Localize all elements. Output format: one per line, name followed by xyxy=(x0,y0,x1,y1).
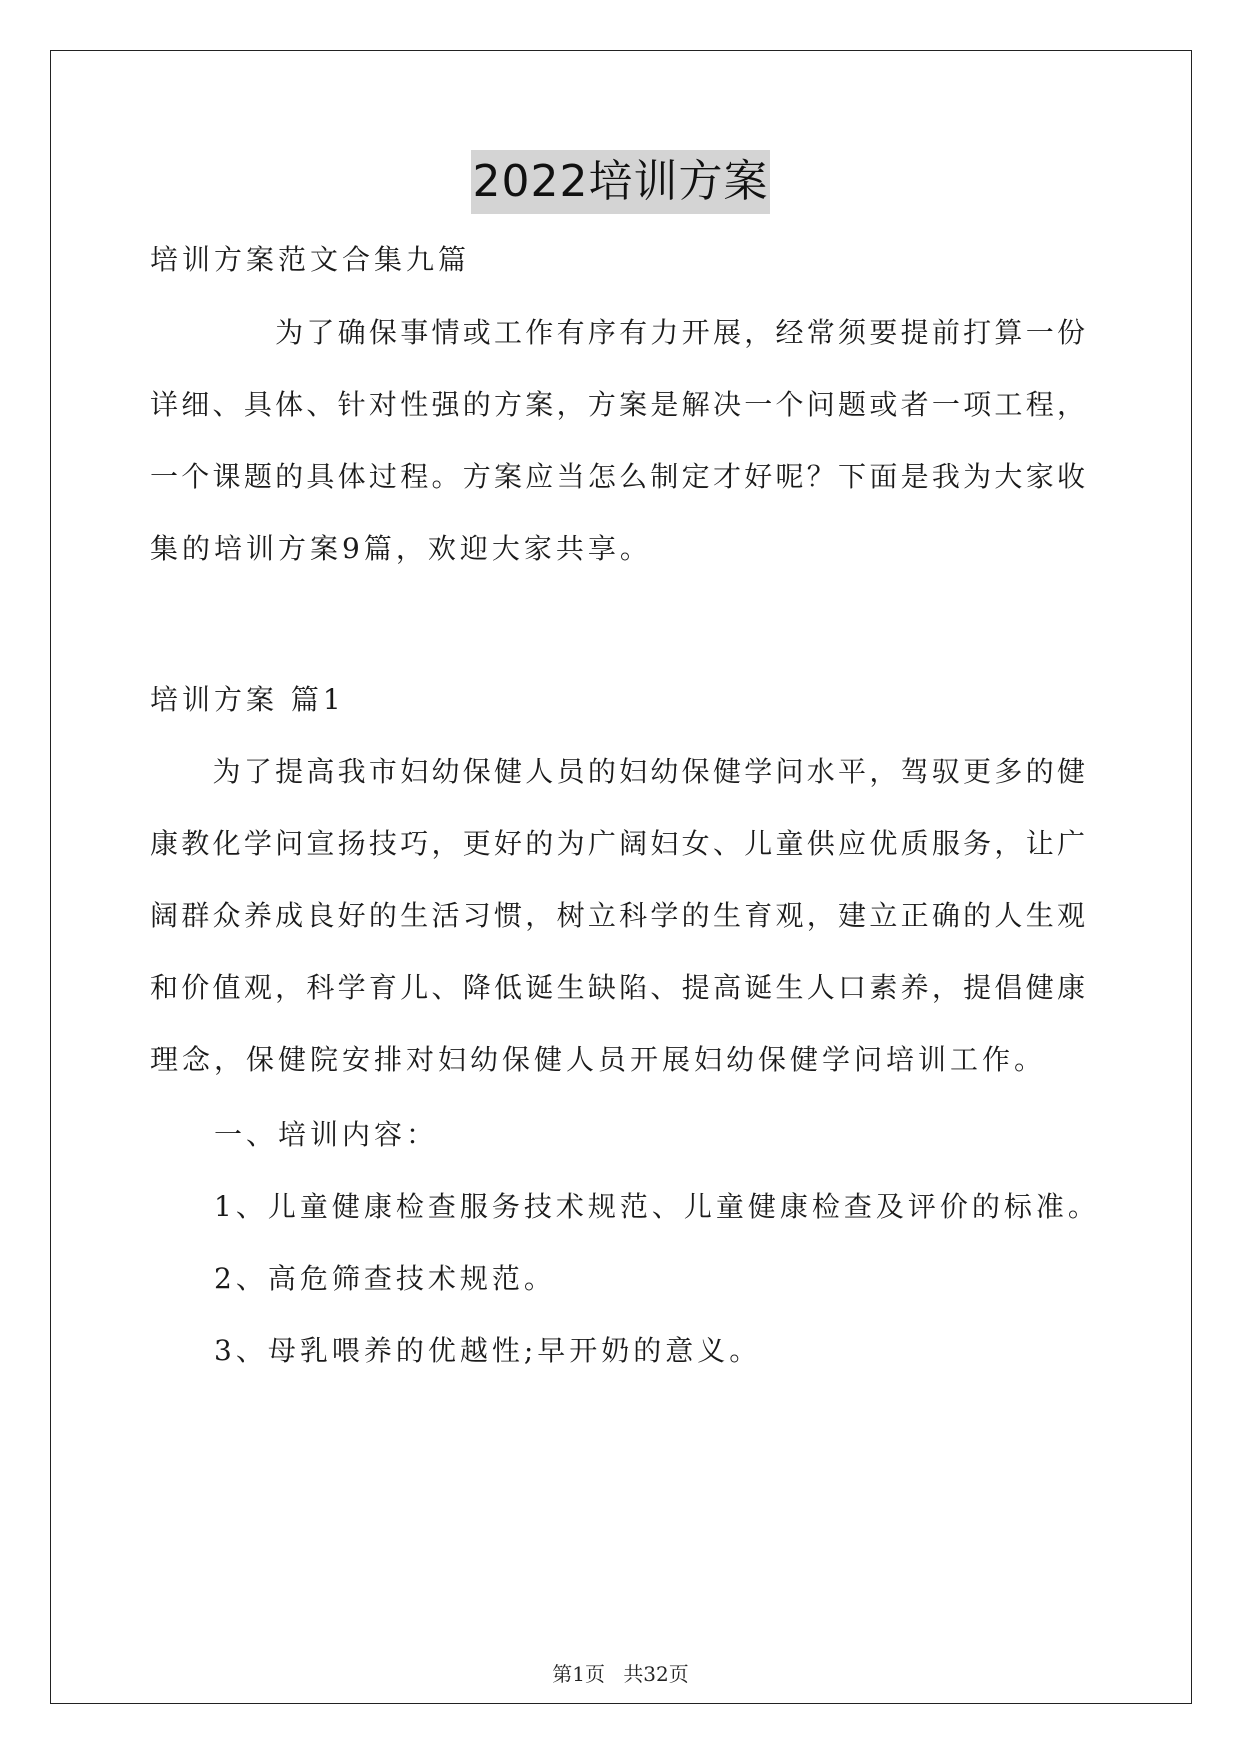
body-line-3: 阔群众养成良好的生活习惯，树立科学的生育观，建立正确的人生观 xyxy=(150,899,1085,932)
intro-line-1: 为了确保事情或工作有序有力开展，经常须要提前打算一份 xyxy=(150,316,1085,349)
list-item-3: 3、母乳喂养的优越性;早开奶的意义。 xyxy=(150,1334,762,1367)
section-heading: 培训方案 篇1 xyxy=(150,683,345,716)
document-subtitle: 培训方案范文合集九篇 xyxy=(150,243,471,276)
page-total: 共32页 xyxy=(623,1662,689,1686)
document-title: 2022培训方案 xyxy=(471,150,771,214)
page-footer xyxy=(0,1660,1241,1688)
body-line-2: 康教化学问宣扬技巧，更好的为广阔妇女、儿童供应优质服务，让广 xyxy=(150,827,1085,860)
list-item-1: 1、儿童健康检查服务技术规范、儿童健康检查及评价的标准。 xyxy=(150,1190,1100,1223)
intro-line-3: 一个课题的具体过程。方案应当怎么制定才好呢？下面是我为大家收 xyxy=(150,460,1085,493)
title-container xyxy=(0,150,1241,214)
body-line-5: 理念，保健院安排对妇幼保健人员开展妇幼保健学问培训工作。 xyxy=(150,1043,1047,1076)
list-heading: 一、培训内容： xyxy=(150,1118,439,1151)
page-number: 第1页 xyxy=(552,1662,605,1686)
list-item-2: 2、高危筛查技术规范。 xyxy=(150,1262,556,1295)
intro-line-2: 详细、具体、针对性强的方案，方案是解决一个问题或者一项工程， xyxy=(150,388,1085,421)
body-line-4: 和价值观，科学育儿、降低诞生缺陷、提高诞生人口素养，提倡健康 xyxy=(150,971,1085,1004)
page-border xyxy=(50,50,1192,1704)
intro-line-4: 集的培训方案9篇，欢迎大家共享。 xyxy=(150,532,652,565)
body-line-1: 为了提高我市妇幼保健人员的妇幼保健学问水平，驾驭更多的健 xyxy=(150,755,1085,788)
